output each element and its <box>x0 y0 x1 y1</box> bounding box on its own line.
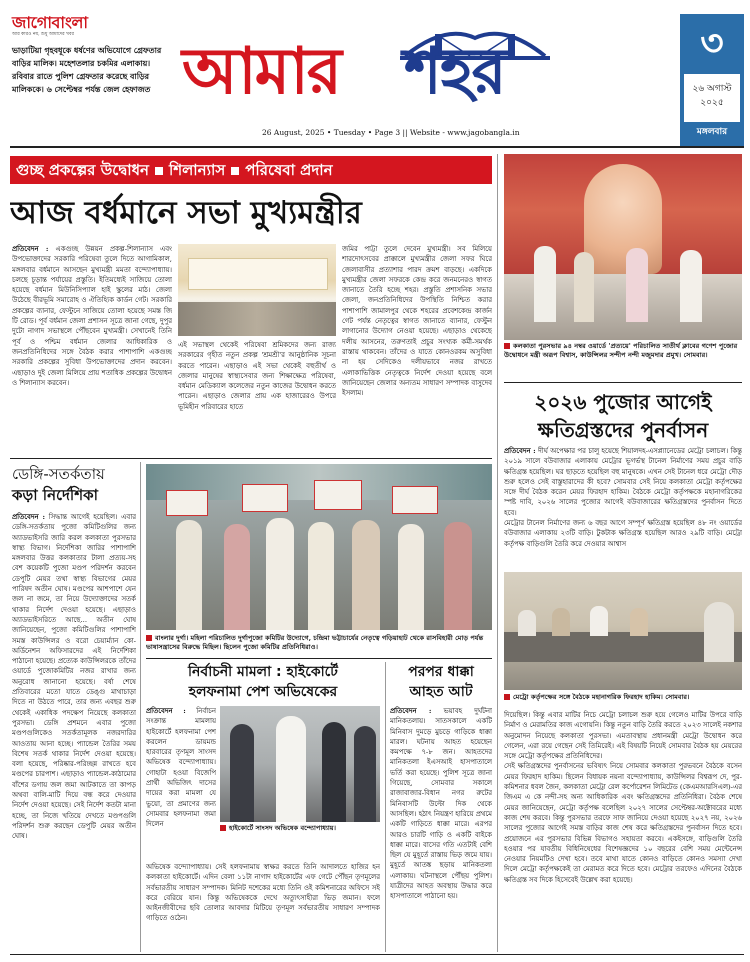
page-date <box>684 74 740 122</box>
section-rule <box>146 658 492 659</box>
fire-body <box>390 706 492 952</box>
metro-caption <box>504 693 742 705</box>
section-rule <box>504 382 742 383</box>
fire-headline-line2: আহত আট <box>409 684 473 700</box>
election-col1 <box>146 706 216 862</box>
kicker-separator <box>231 167 239 175</box>
metro-intro-text: দীর্ঘ অপেক্ষার পর চালু হয়েছে শিয়ালদহ-এসপ্ল্যানেডের মেট্রো চলাচল। কিন্তু ২০১৯ সালে বউবাজার এলাকায় মেট্রোর ভূগর্ভস্থ টানেল নির্মাণের সময় প্রচুর বাড়ি ক্ষতিগ্রস্ত হয়েছিল। ঘর ছাড়তে হয়েছিল বহু মানুষকে। এখন সেই টানেল ধরে মেট্রো দৌড় শুরু হলেও সেই বাস্তুহারাদের কী হবে? সোমবার সেই নিয়ে কলকাতা মেট্রো কর্তৃপক্ষের সঙ্গে দীর্ঘ বৈঠক করেন মেয়র ফিরহাদ হাকিম। বৈঠকে মেট্রো কর্তৃপক্ষকে মহানাগরিকের স্পষ্ট দাবি, ২০২৬ সালের পুজোর আগেই বউবাজারের ক্ষতিগ্রস্তদের পুনর্বাসন দিতে হবে। <box>504 447 742 517</box>
lead-kicker-3: পরিষেবা প্রদান <box>245 161 333 179</box>
caption-bullet <box>504 694 510 700</box>
caption-bullet <box>146 635 152 641</box>
election-headline <box>146 662 380 702</box>
metro-body-text: দিয়েছিল। কিন্তু এবার মাটির নিচে মেট্রো চলাচল শুরু হয়ে গেলেও মাটির উপরে বাড়ি নির্মাণ ও মেরামতির কাজ এগোয়নি। কিন্তু নতুন বাড়ি তৈরি করতে ২০২৩ সালেই নকশার অনুমোদন নিয়েছে কলকাতা পুরসভা। এমতাবস্থায় প্রধানমন্ত্রী মেট্রো উদ্বোধন করে গেলেন, এরা রয়ে গেছেন সেই তিমিরেই। এই বিষয়টি নিয়েই সোমবার বৈঠক হয় মেয়রের সঙ্গে মেট্রো কর্তৃপক্ষের প্রতিনিধিদের। <box>504 711 742 761</box>
fire-headline-line1: পরপর ধাক্কা <box>408 664 474 680</box>
metro-headline-line1: ২০২৬ পুজোর আগেই <box>534 390 712 414</box>
fire-body-text: ভয়াবহ দুর্ঘটনা মানিকতলায়। সাতসকালে একটি মিনিবাস দুমড়ে মুচড়ে গাড়িকে ধাক্কা মারল। ঘটনায় আহত হয়েছেন কমপক্ষে ৭-৮ জন। আহতদের মানিকতলা ইএসআই হাসপাতালে ভর্তি করা হয়েছে। পুলিশ সূত্রে জানা গিয়েছে, সোমবার সকালে রাজাবাজার-বিধান নগর রুটের মিনিবাসটি উল্টো দিক থেকে আসছিল। হঠাৎ নিয়ন্ত্রণ হারিয়ে প্রথমে একটি গাড়িতে ধাক্কা মারে। এরপর আরও চারটি গাড়ি ও একটি বাইকে ধাক্কা মারে। বাসের গতি এতটাই বেশি ছিল যে মুহূর্তে রাস্তায় ভিড় জমে যায়। মুহূর্তে আতঙ্ক ছড়ায় মানিকতলা এলাকায়। ঘটনাস্থলে পৌঁছয় পুলিশ। যাত্রীদের আহত অবস্থায় উদ্ধার করে হাসপাতালে পাঠানো হয়। <box>390 707 492 901</box>
masthead-title <box>182 18 602 120</box>
metro-headline <box>504 388 742 444</box>
metro-headline-line2: ক্ষতিগ্রস্তদের পুনর্বাসন <box>537 418 709 442</box>
metro-body2-text: সেই ক্ষতিগ্রস্তদের পুনর্বাসনের ভবিষ্যৎ নিয়ে সোমবার কলকাতা পুরভবনে বৈঠকে বসেন মেয়র ফিরহাদ হাকিম। ছিলেন বিধায়ক নয়না বন্দ্যোপাধ্যায়, কাউন্সিলর বিশ্বরূপ দে, পুর-কমিশনার ধবল জৈন, কলকাতা মেট্রো রেল কর্পোরেশন লিমিটেড (কেএমআরসিএল)-এর জিএম এ কে নন্দী-সহ অন্য আধিকারিক এবং ক্ষতিগ্রস্তদের প্রতিনিধিরা। বৈঠক শেষে মেয়র জানিয়েছেন, মেট্রো কর্তৃপক্ষ বলেছিল ২০২৭ সালের সেপ্টেম্বর-অক্টোবরের মধ্যে কাজ শেষ করবে। কিন্তু পুরসভার তরফে সাফ জানিয়ে দেওয়া হয়েছে ২০২৭ নয়, ২০২৬ সালের পুজোর আগেই সমস্ত বাড়ির কাজ শেষ করে ক্ষতিগ্রস্তদের পুনর্বাসন দিতে হবে। প্রয়োজনে এর পুরসভার বিভিন্ন বিভাগও সহায়তা করবে। একইসঙ্গে, বাড়িগুলি তৈরি হওয়ার পর যাবতীয় বিধিনিষেধের বিশেষজ্ঞদের ১০ বছরের বেশি সময় মেন্টেনেন্স নেওয়ার নিয়মটিও দেখা হবে। তবে মাথা যাতে কোনও বাড়িতে কোনও সমস্যা দেখা দিলে মেট্রো কর্তৃপক্ষকেই তা মেরামত করে দিতে হবে। মেট্রোর তরফেও এদিনের বৈঠকে ক্ষতিগ্রস্ত সব দিকে হিসেবেই উল্লেখ করা হয়েছে। <box>504 762 742 884</box>
column-divider <box>497 154 498 952</box>
election-headline-line2: হলফনামা পেশ অভিষেকের <box>188 684 338 700</box>
rally-caption <box>146 634 492 658</box>
brand-logo-box <box>12 14 124 36</box>
page-date-text: ২৬ অগাস্ট ২০২৫ <box>692 84 732 108</box>
column-divider <box>140 462 141 952</box>
lead-kicker-2: শিলান্যাস <box>168 161 226 179</box>
teaser-text: ভাড়াটিয়া গৃহবধূকে ধর্ষণের অভিযোগে গ্রেফতার বাড়ির মালিক। মহেশতলার চকমির এলাকায়। রবিবার রাতে পুলিশ গ্রেফতার করেছে বাড়ির মালিককে। ৬ সেপ্টেম্বর পর্যন্ত জেল হেফাজত <box>12 46 162 94</box>
ganesh-photo <box>504 154 742 340</box>
ganesh-caption <box>504 342 742 380</box>
election-caption-text: হাইকোর্টে সাংসদ অভিষেক বন্দ্যোপাধ্যায়। <box>229 824 337 832</box>
metro-intro2-text: মেট্রোর টানেল নির্মাণের জন্য ৬ বছর আগে সম্পূর্ণ ক্ষতিগ্রস্ত হয়েছিল ৪৮ নং ওয়ার্ডের বউবাজার এলাকায় ২৩টি বাড়ি। টুকটাক ক্ষতিগ্রস্ত হয়েছিল আরও ২৯টি বাড়ি। মেট্রো কর্তৃপক্ষ বাড়িগুলি তৈরি করে দেওয়ার আশ্বাস <box>504 519 742 548</box>
election-lead: প্রতিবেদন : <box>146 707 186 715</box>
election-col1-text: নির্বাচন সংক্রান্ত মামলায় হাইকোর্টে হলফনামা পেশ করলেন ডায়মন্ড হারবারের তৃণমূল সাংসদ অভিষেক বন্দ্যোপাধ্যায়। গোহাটা হওয়া বিজেপি প্রার্থী অভিজিৎ দাসের দায়ের করা মামলা যে ভুয়ো, তা প্রমাণের জন্য সোমবার হলফনামা জমা দিলেন <box>146 707 216 829</box>
page-number: ৩ <box>700 22 724 64</box>
lead-headline: আজ বর্ধমানে সভা মুখ্যমন্ত্রীর <box>10 195 362 231</box>
fire-lead: প্রতিবেদন : <box>390 707 432 715</box>
brand-tagline: আর কারও নয়, শুধু আমাদের খবর <box>12 32 74 37</box>
page-bottom-rule <box>10 954 744 955</box>
metro-meeting-photo <box>504 572 742 690</box>
lead-kicker-bar <box>10 156 492 184</box>
dengue-lead: প্রতিবেদন : <box>12 513 46 521</box>
caption-bullet <box>504 343 510 349</box>
page-number-box <box>680 14 744 146</box>
lead-col1-lead: প্রতিবেদন : <box>12 245 49 253</box>
dengue-body <box>12 512 136 954</box>
rally-photo <box>146 464 492 630</box>
lead-photo-caption: এই সভাস্থল থেকেই পরিষেবা শ্রমিকদের জন্য রাজ্য সরকারের গৃহীত নতুন প্রকল্প 'শ্রমশ্রী'র আনুষ্ঠানিক সূচনা করতে পারেন। এছাড়াও এই সভা থেকেই বহুতীর্থ ও জেলার মানুষের স্বাস্থ্যসেবার জন্য শিক্ষাক্ষেত্র পরিষেবা, বর্ধমান মেডিক্যাল কলেজের নতুন কাজের উদ্বোধন করতে পারেন। এছাড়াও জেলার প্রায় এক হাজারেরও উপরে ভূমিহীন পরিবারের হাতে <box>178 341 336 411</box>
fire-headline <box>390 662 492 702</box>
dengue-headline <box>12 464 136 506</box>
column-divider <box>385 662 386 952</box>
teaser-box <box>12 44 162 144</box>
dengue-headline-line2: কড়া নির্দেশিকা <box>12 486 98 504</box>
masthead-title-part1: আমার <box>182 35 340 109</box>
dateline: 26 August, 2025 • Tuesday • Page 3 || Website - www.jagobangla.in <box>262 128 520 137</box>
metro-caption-text: মেট্রো কর্তৃপক্ষের সঙ্গে বৈঠকে মহানাগরিক ফিরহাদ হাকিম। সোমবার। <box>513 693 690 701</box>
metro-intro-lead: প্রতিবেদন : <box>504 447 536 455</box>
section-rule <box>10 458 492 459</box>
rally-caption-text: বাংলার দুর্গা। মহিলা পরিচালিত দুর্গাপুজো কমিটির উদ্যোগে, চন্দ্রিমা ভট্টাচার্যের নেতৃত্বে গড়িয়াহাট থেকে রাসবিহারী মোড় পর্যন্ত ভাষাসন্ত্রাসের বিরুদ্ধে মিছিল। ছিলেন পুজো কমিটির প্রতিনিধিরাও। <box>146 634 484 651</box>
lead-col3: জমির পাট্টা তুলে দেবেন মুখ্যমন্ত্রী। সব মিলিয়ে শারদোৎসবের প্রাক্কালে মুখ্যমন্ত্রীর জেলা সফর ঘিরে জেলাবাসীর প্রত্যাশার পারদ ক্রমশ বাড়ছে। একদিকে মুখ্যমন্ত্রীর জেলা সফরকে কেন্দ্র করে জনমনেরও স্বাগত জানাতে তৈরি হচ্ছে শহর। প্রস্তুতি প্রশাসনিক সভার জেলা, জনপ্রতিনিধিদের উপস্থিতি নিশ্চিত করার পাশাপাশি জামালপুর থেকে শহরের প্রবেশকেন্দ্র কার্জন গেট পর্যন্ত নেতৃত্বের স্বাগত জানাতে ব্যানার, ফেস্টুন লাগানোর উদ্যোগ নেওয়া হয়েছে। এছাড়াও থেকেছে দলীয় আসনের, তরুণতাই প্রচুর সংখ্যক কর্মী-সমর্থক রাস্তায় থাকবেন। তাঁদের ও যাতে কোনওরকম অসুবিধা না হয় সেদিকেও দলীয়ভাবে নজর রাখতে এলাকাভিত্তিক নেতৃত্বকে নির্দেশ দেওয়া হয়েছে বলে জানিয়েছেন জেলার অন্যতম সাধারণ সম্পাদক বাসুদেব ইসলাম। <box>342 245 492 398</box>
dengue-body-text: সিদ্ধান্ত আগেই হয়েছিল। এবার ডেঙ্গি-সতর্কতায় পুজো কমিটিগুলির জন্য অ্যাডভাইসরি জারি করল কলকাতা পুরসভার স্বাস্থ্য বিভাগ। নির্দেশিকা জারির পাশাপাশি মঙ্গলবার উত্তর কলকাতার টালা প্রত্যয়-সহ বেশ কয়েকটি পুজো মণ্ডপ পরিদর্শন করবেন ডেপুটি মেয়র তথা স্বাস্থ্য বিভাগের মেয়র পারিষদ অতীন ঘোষ। মণ্ডপের আশপাশে যেন জল না জমে, তা নিয়ে উদ্যোক্তাদের সতর্ক থাকার নির্দেশ দেওয়া হয়েছে। এছাড়াও অ্যাডভাইসরিতে আছে... অতীন ঘোষ জানিয়েছেন, পুজো কমিটিগুলির পাশাপাশি সমস্ত কাউন্সিলর ও বরো চেয়ার্ম্যান কো-অর্ডিনেশন অফিসারদের এই নির্দেশিকা পাঠানো হয়েছে। প্রত্যেক কাউন্সিলরকে তাঁদের ওয়ার্ডে পুজোকমিটির নজর রাখার জন্য অনুরোধ জানানো হয়েছে। বর্ষা শেষে প্রতিবারের মতো যাতে ডেঙ্গু মাথাচাড়া দিতে না উঠতে পারে, তার জন্য এবছর শুরু থেকেই একাধিক পদক্ষেপ নিয়েছে কলকাতা পুরসভা। ডেঙ্গি প্রশমনে এবার পুজো মণ্ডপগুলিকেও সতর্কতামূলক নজরদারির আওতায় আনা হচ্ছে। প্যান্ডেল তৈরির সময় বিশেষ সতর্ক থাকার নির্দেশ দেওয়া হয়েছে। বলা হয়েছে, পরিষ্কার-পরিচ্ছন্ন রাখতে হবে মণ্ডপের চারপাশ। এছাড়াও প্যান্ডেল-কাঠামোর বাঁশের ডগায় জল জমা আটকাতে তা কাপড় অথবা বালি-মাটি দিয়ে বন্ধ করে দেওয়ার নির্দেশ দেওয়া হয়েছে। সেই নির্দেশ কতটা মানা হচ্ছে, তা নিজে খতিয়ে দেখতে মণ্ডপগুলি পরিদর্শন শুরু করছেন ডেপুটি মেয়র অতীন ঘোষ। <box>12 513 136 841</box>
page-day: মঙ্গলবার <box>696 127 728 137</box>
metro-intro <box>504 446 742 570</box>
election-caption <box>220 824 380 836</box>
brand-logo: জাগোবাংলা <box>12 13 88 32</box>
election-photo <box>220 706 380 822</box>
lead-stage-photo <box>178 244 336 336</box>
masthead-rule <box>10 146 744 148</box>
lead-kicker-1: গুচ্ছ প্রকল্পের উদ্বোধন <box>16 161 149 179</box>
ganesh-caption-text: কলকাতা পুরসভার ৯৪ নম্বর ওয়ার্ডে 'প্রত্যয়ে' পরিচালিত সাতীর্থ ক্লাবের গণেশ পুজোর উদ্বোধনে মন্ত্রী অরূপ বিশ্বাস, কাউন্সিলর সন্দীপ নন্দী মজুমদার প্রমুখ। সোমবার। <box>504 342 738 359</box>
masthead-title-part2: শহর <box>404 35 505 109</box>
lead-col1 <box>12 244 172 450</box>
kicker-separator <box>155 167 163 175</box>
dengue-headline-line1: ডেঙ্গি-সতর্কতায় <box>12 465 105 483</box>
caption-bullet <box>220 825 226 831</box>
election-headline-line1: নির্বাচনী মামলা : হাইকোর্টে <box>188 664 338 680</box>
metro-body <box>504 710 742 954</box>
lead-col1-text: একগুচ্ছ উন্নয়ন প্রকল্প-শিলান্যাস এবং উপভোক্তাদের সরকারি পরিষেবা তুলে দিতে আগামিকাল, মঙ্গলবার বর্ধমানে আসছেন মুখ্যমন্ত্রী মমতা বন্দ্যোপাধ্যায়। চলছে চূড়ান্ত পর্যায়ের প্রস্তুতি। ইতিমধ্যেই সাজিয়ে তোলা হয়েছে বর্ধমান মিউনিসিপ্যাল হাই স্কুলের মাঠ। জেলা উঠেছে বীরভূমি সমারোহ ও ঐতিহ্যিক কার্ডন গেট। সরকারি প্রকল্পের ব্যানার, ফেস্টুনে সাজিয়ে তোলা হয়েছে সমস্ত জি টি রোড। পূর্ব বর্ধমান জেলা প্রশাসন সূত্রে জানা গেছে, দুপুর দুটো নাগাদ সভাস্থলে পৌঁছবেন মুখ্যমন্ত্রী। সেখানেই তিনি পূর্ব ও পশ্চিম বর্ধমান জেলার আধিকারিক ও জনপ্রতিনিধিদের সঙ্গে বৈঠক করার পাশাপাশি একগুচ্ছ সরকারি প্রকল্পের সুবিধা উপভোক্তাদের প্রদান করবেন। এছাড়াও দুই জেলা মিলিয়ে প্রায় শতাধিক প্রকল্পের উদ্বোধন ও শিলান্যাস করবেন। <box>12 245 172 387</box>
election-body: অভিষেক বন্দ্যোপাধ্যায়। সেই হলফনামায় স্বাক্ষর করতে তিনি আদালতে হাজির হন কলকাতা হাইকোর্টে। এদিন বেলা ১১টা নাগাদ হাইকোর্টের এফ গেটে পৌঁছন তৃণমূলের সর্বভারতীয় সাধারণ সম্পাদক। মিনিট দশেকের মধ্যে তিনি ওই কমিশনারের অফিসে সই করে বেরিয়ে যান। কিন্তু অভিষেককে দেখে অত্যুৎসাহীরা ভিড় জমান। ফলে আইনজীবীদের ছবি তোলার আবদার মিটিয়ে তৃণমূল সর্বভারতীয় সাধারণ সম্পাদক গাড়িতে ওঠেন। <box>146 863 380 923</box>
